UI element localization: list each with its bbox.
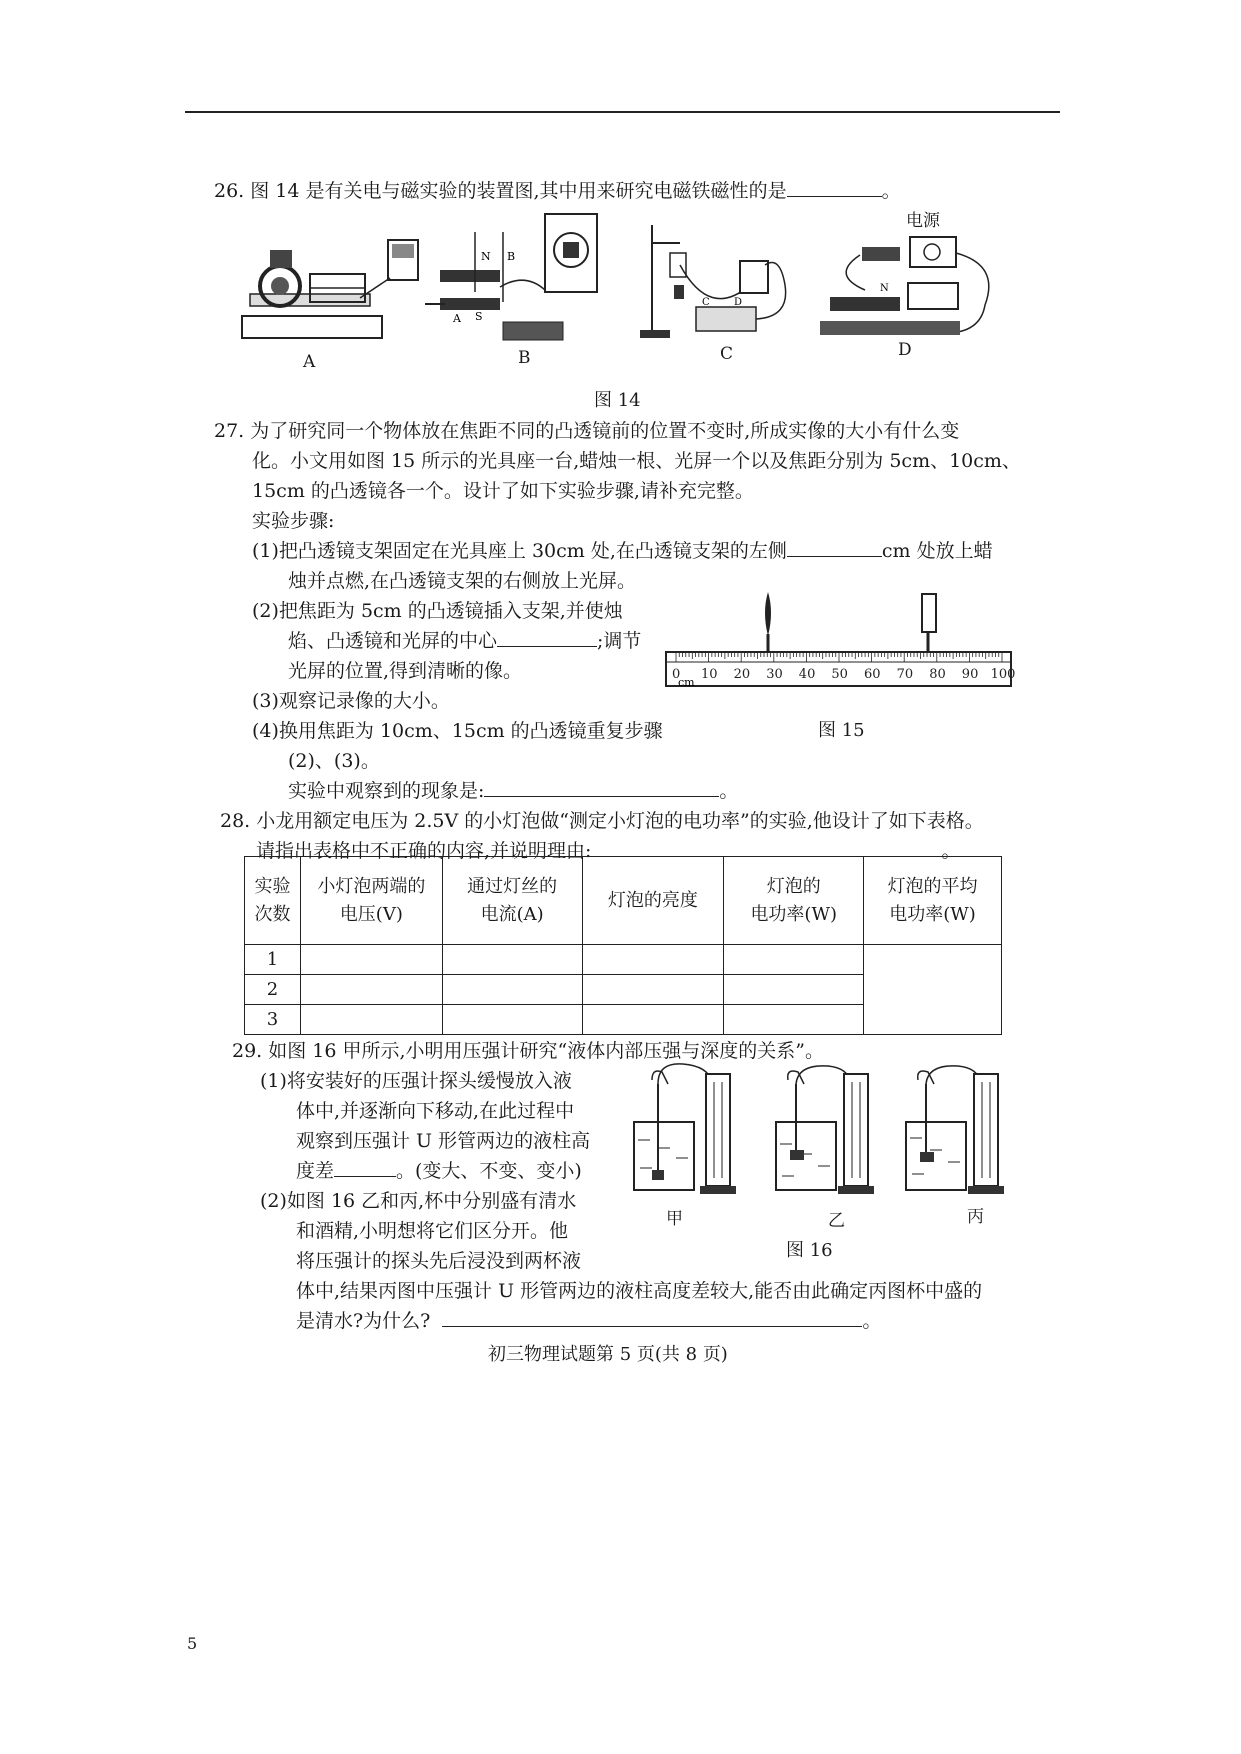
table-row: 1 — [245, 945, 1002, 975]
fig14-apparatus-b — [425, 212, 610, 350]
ruler-tick-label: 90 — [961, 667, 979, 682]
q27-step2-cont2: 光屏的位置,得到清晰的像。 — [288, 660, 523, 682]
table-header-current: 通过灯丝的 电流(A) — [442, 857, 582, 945]
q26-answer-blank[interactable] — [787, 178, 882, 197]
q29-part2-a: (2)如图 16 乙和丙,杯中分别盛有清水 — [260, 1190, 577, 1212]
svg-text:B: B — [507, 250, 516, 263]
fig14-label-power: 电源 — [906, 211, 940, 231]
q29-part2-b: 和酒精,小明想将它们区分开。他 — [296, 1220, 569, 1242]
table-row: 3 — [245, 1005, 1002, 1035]
fig15-caption: 图 15 — [818, 720, 865, 741]
fig16-label-bing: 丙 — [967, 1207, 984, 1227]
q26-stem: 图 14 是有关电与磁实验的装置图,其中用来研究电磁铁磁性的是 — [250, 180, 787, 202]
fig16-label-yi: 乙 — [828, 1211, 845, 1231]
fig14-apparatus-d — [820, 225, 1010, 345]
fig14-label-a: A — [303, 352, 316, 372]
ruler-tick-label: 30 — [766, 667, 783, 682]
fig14-label-b: B — [518, 348, 531, 368]
q29-part1-blank[interactable] — [334, 1158, 396, 1177]
q27-line1: 27. 为了研究同一个物体放在焦距不同的凸透镜前的位置不变时,所成实像的大小有什么变 — [214, 420, 960, 442]
q29-part1-a: (1)将安装好的压强计探头缓慢放入液 — [260, 1070, 572, 1092]
ruler-tick-label: 10 — [701, 667, 718, 682]
table-header-voltage: 小灯泡两端的 电压(V) — [300, 857, 442, 945]
q27-line2: 化。小文用如图 15 所示的光具座一台,蜡烛一根、光屏一个以及焦距分别为 5cm、10cm、 — [252, 450, 1021, 472]
q27-step2-blank[interactable] — [497, 628, 597, 647]
q29-part1-d: 度差 。(变大、不变、变小) — [296, 1160, 582, 1182]
q27-observation: 实验中观察到的现象是: 。 — [288, 780, 739, 802]
fig16-setup-bing — [906, 1066, 1004, 1194]
q28-answer-blank[interactable] — [591, 838, 941, 857]
table-header-avg-power: 灯泡的平均 电功率(W) — [864, 857, 1002, 945]
fig16-setup-yi — [776, 1066, 874, 1194]
fig15-optical-bench — [664, 590, 1016, 695]
q27-step1-blank[interactable] — [787, 538, 882, 557]
ruler-tick-label: 60 — [864, 667, 881, 682]
fig16-setup-jia — [634, 1064, 736, 1194]
ruler-tick-label: 100 — [990, 667, 1016, 682]
q28-number: 28. — [220, 810, 251, 832]
q27-step2-cont: 焰、凸透镜和光屏的中心 ;调节 — [288, 630, 642, 652]
q29-number: 29. — [232, 1040, 263, 1062]
q28-data-table — [244, 856, 1002, 1035]
q27-step4-cont: (2)、(3)。 — [288, 750, 380, 772]
ruler-tick-label: 70 — [896, 667, 914, 682]
q27-step1: (1)把凸透镜支架固定在光具座上 30cm 处,在凸透镜支架的左侧 cm 处放上蜡 — [252, 540, 993, 562]
ruler-tick-label: 80 — [929, 667, 946, 682]
svg-text:S: S — [475, 310, 483, 323]
q29-line1: 29. 如图 16 甲所示,小明用压强计研究“液体内部压强与深度的关系”。 — [232, 1040, 824, 1062]
q29-part1-c: 观察到压强计 U 形管两边的液柱高 — [296, 1130, 591, 1152]
q28-line1: 28. 小龙用额定电压为 2.5V 的小灯泡做“测定小灯泡的电功率”的实验,他设计了如下表格。 — [220, 810, 984, 832]
svg-text:N: N — [481, 250, 491, 263]
q27-observation-blank[interactable] — [484, 778, 719, 797]
table-header-brightness: 灯泡的亮度 — [582, 857, 724, 945]
ruler-tick-label: 20 — [733, 667, 751, 682]
fig14-label-c: C — [720, 344, 734, 364]
svg-text:C: C — [702, 297, 710, 308]
q27-number: 27. — [214, 420, 245, 442]
fig16-caption: 图 16 — [786, 1240, 833, 1261]
q26-number: 26. — [214, 180, 245, 202]
table-avg-power-cell[interactable] — [864, 945, 1002, 1035]
q29-part2-d: 体中,结果丙图中压强计 U 形管两边的液柱高度差较大,能否由此确定丙图杯中盛的 — [296, 1280, 983, 1302]
table-row: 2 — [245, 975, 1002, 1005]
q29-part1-b: 体中,并逐渐向下移动,在此过程中 — [296, 1100, 575, 1122]
q27-step1-cont: 烛并点燃,在凸透镜支架的右侧放上光屏。 — [288, 570, 637, 592]
ruler-tick-label: 50 — [831, 667, 848, 682]
q26-text: 26. 图 14 是有关电与磁实验的装置图,其中用来研究电磁铁磁性的是 。 — [214, 180, 901, 202]
q27-line3: 15cm 的凸透镜各一个。设计了如下实验步骤,请补充完整。 — [252, 480, 754, 502]
ruler-tick-label: 0 — [672, 667, 681, 682]
q29-part2-c: 将压强计的探头先后浸没到两杯液 — [296, 1250, 582, 1272]
svg-text:N: N — [880, 283, 889, 294]
fig14-apparatus-a — [240, 228, 420, 346]
fig14-label-d: D — [898, 340, 912, 360]
fig14-apparatus-c — [640, 225, 800, 345]
top-rule — [185, 111, 1060, 113]
q29-part2-blank[interactable] — [442, 1308, 862, 1327]
q27-steps-title: 实验步骤: — [252, 510, 335, 532]
page-footer: 初三物理试题第 5 页(共 8 页) — [488, 1344, 728, 1365]
q28-line2: 请指出表格中不正确的内容,并说明理由: 。 — [256, 840, 961, 862]
q27-step4: (4)换用焦距为 10cm、15cm 的凸透镜重复步骤 — [252, 720, 663, 742]
q29-part2-e: 是清水?为什么? 。 — [296, 1310, 882, 1332]
fig14-caption: 图 14 — [594, 390, 641, 411]
table-header-trial: 实验 次数 — [245, 857, 301, 945]
table-header-power: 灯泡的 电功率(W) — [724, 857, 864, 945]
q27-step2: (2)把焦距为 5cm 的凸透镜插入支架,并使烛 — [252, 600, 623, 622]
fig15-ruler-unit: cm — [678, 676, 695, 689]
page-number: 5 — [187, 1634, 198, 1653]
svg-text:D: D — [734, 297, 743, 308]
svg-text:A: A — [453, 312, 461, 325]
fig16-label-jia: 甲 — [666, 1209, 683, 1229]
fig16-pressure-gauges — [628, 1062, 1028, 1202]
ruler-tick-label: 40 — [798, 667, 816, 682]
q27-step3: (3)观察记录像的大小。 — [252, 690, 450, 712]
